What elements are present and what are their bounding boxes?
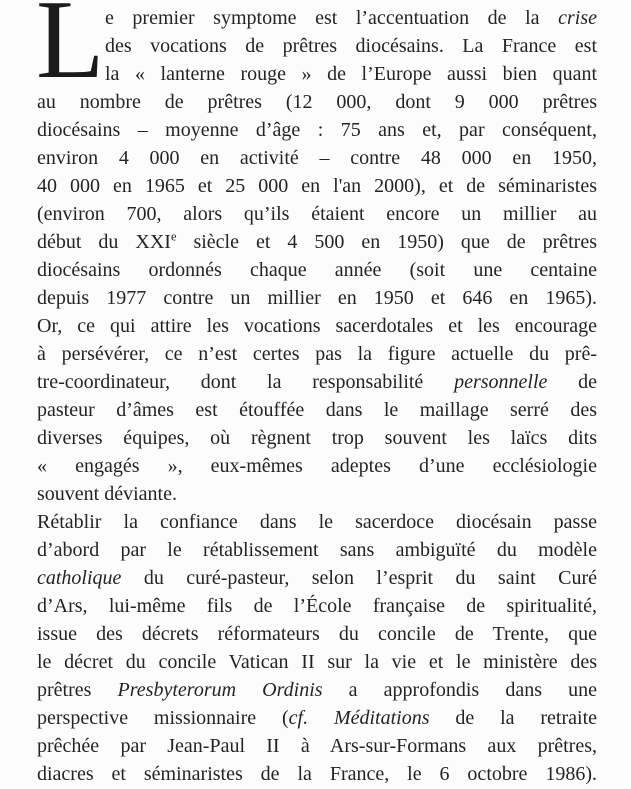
text-segment: de la retraite bbox=[429, 707, 597, 729]
text-block bbox=[37, 4, 597, 788]
text-line bbox=[37, 592, 597, 620]
text-segment: prêchée par Jean-Paul II à Ars-sur-Formans aux prêtres, bbox=[37, 735, 597, 757]
text-line bbox=[37, 564, 597, 592]
text-line bbox=[37, 144, 597, 172]
italic-text: personnelle bbox=[454, 371, 548, 393]
text-segment: issue des décrets réformateurs du concile de Trente, que bbox=[37, 623, 597, 645]
text-segment: prêtres bbox=[37, 679, 118, 701]
text-segment: à persévérer, ce n’est certes pas la figure actuelle du prê- bbox=[37, 343, 597, 365]
superscript: e bbox=[170, 229, 177, 244]
text-segment: début du XXI bbox=[37, 231, 171, 253]
text-line bbox=[37, 452, 597, 480]
text-segment: « engagés », eux-mêmes adeptes d’une ecclésiologie bbox=[37, 455, 597, 477]
text-segment: depuis 1977 contre un millier en 1950 et 646 en 1965). bbox=[37, 287, 597, 309]
text-segment: au nombre de prêtres (12 000, dont 9 000 prêtres bbox=[37, 91, 597, 113]
text-segment: environ 4 000 en activité – contre 48 000 en 1950, bbox=[37, 147, 597, 169]
text-line bbox=[37, 228, 597, 256]
text-segment: a approfondis dans une bbox=[322, 679, 597, 701]
text-segment: d’abord par le rétablissement sans ambiguïté du modèle bbox=[37, 539, 597, 561]
text-segment: des vocations de prêtres diocésains. La France est bbox=[105, 35, 597, 57]
text-line bbox=[37, 536, 597, 564]
text-line bbox=[37, 172, 597, 200]
text-line bbox=[105, 4, 597, 32]
text-line bbox=[37, 732, 597, 760]
text-segment: d’Ars, lui-même fils de l’École française de spiritualité, bbox=[37, 595, 597, 617]
text-line bbox=[37, 88, 597, 116]
italic-text: Presbyterorum Ordinis bbox=[117, 679, 323, 701]
text-segment: diocésains ordonnés chaque année (soit une centaine bbox=[37, 259, 597, 281]
text-segment: e premier symptome est l’accentuation de la bbox=[105, 7, 559, 29]
drop-cap: L bbox=[36, 0, 105, 102]
text-line bbox=[37, 760, 597, 788]
text-line bbox=[37, 340, 597, 368]
text-segment: le décret du concile Vatican II sur la vie et le ministère des bbox=[37, 651, 597, 673]
text-segment: de bbox=[547, 371, 597, 393]
text-segment: tre-coordinateur, dont la responsabilité bbox=[37, 371, 455, 393]
text-segment: diverses équipes, où règnent trop souvent les laïcs dits bbox=[37, 427, 597, 449]
text-line bbox=[105, 32, 597, 60]
text-line bbox=[37, 480, 597, 508]
italic-text: cf. Méditations bbox=[288, 707, 430, 729]
text-segment: diocésains – moyenne d’âge : 75 ans et, par conséquent, bbox=[37, 119, 597, 141]
text-line bbox=[37, 256, 597, 284]
text-line bbox=[37, 508, 597, 536]
text-line bbox=[37, 396, 597, 424]
italic-text: catholique bbox=[37, 567, 122, 589]
text-segment: du curé-pasteur, selon l’esprit du saint Curé bbox=[121, 567, 597, 589]
italic-text: crise bbox=[558, 7, 597, 29]
text-line bbox=[37, 704, 597, 732]
text-line bbox=[37, 424, 597, 452]
text-line bbox=[37, 620, 597, 648]
text-segment: 40 000 en 1965 et 25 000 en l'an 2000), et de séminaristes bbox=[37, 175, 597, 197]
text-segment: pasteur d’âmes est étouffée dans le maillage serré des bbox=[37, 399, 597, 421]
text-segment: la « lanterne rouge » de l’Europe aussi bien quant bbox=[105, 63, 597, 85]
text-line bbox=[37, 284, 597, 312]
text-segment: diacres et séminaristes de la France, le 6 octobre 1986). bbox=[37, 763, 597, 785]
text-segment: (environ 700, alors qu’ils étaient encore un millier au bbox=[37, 203, 597, 225]
text-segment: souvent déviante. bbox=[37, 483, 177, 505]
text-segment: Or, ce qui attire les vocations sacerdotales et les encourage bbox=[37, 315, 597, 337]
text-line bbox=[37, 200, 597, 228]
text-line bbox=[105, 60, 597, 88]
text-line bbox=[37, 676, 597, 704]
text-line bbox=[37, 312, 597, 340]
text-line bbox=[37, 368, 597, 396]
text-segment: Rétablir la confiance dans le sacerdoce diocésain passe bbox=[37, 511, 597, 533]
text-segment: siècle et 4 500 en 1950) que de prêtres bbox=[176, 231, 597, 253]
text-line bbox=[37, 648, 597, 676]
text-line bbox=[37, 116, 597, 144]
text-segment: perspective missionnaire ( bbox=[37, 707, 289, 729]
